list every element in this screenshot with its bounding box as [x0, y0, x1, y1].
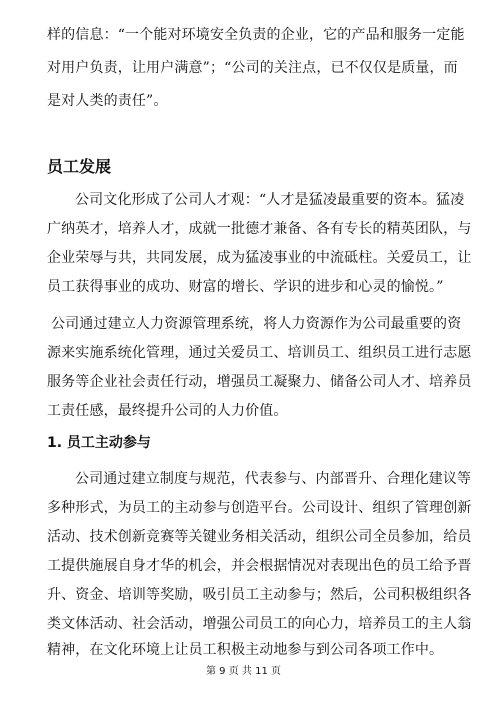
paragraph-line: 工责任感，最终提升公司的人力价值。	[47, 403, 288, 419]
paragraph-line: 多种形式，为员工的主动参与创造平台。公司设计、组织了管理创新	[47, 500, 472, 516]
paragraph-line: 升、资金、培训等奖励，吸引员工主动参与；然后，公司积极组织各	[47, 587, 472, 603]
paragraph-line: 类文体活动、社会活动，增强公司员工的向心力，培养员工的主人翁	[47, 616, 472, 632]
section-heading: 员工发展	[47, 157, 112, 176]
intro-line: 样的信息：“一个能对环境安全负责的企业，它的产品和服务一定能	[47, 27, 465, 43]
intro-line: 对用户负责，让用户满意”；“公司的关注点，已不仅仅是质量，而	[47, 60, 458, 76]
paragraph-line: 广纳英才，培养人才，成就一批德才兼备、各有专长的精英团队，与	[47, 221, 472, 237]
paragraph-line: 精神，在文化环境上让员工积极主动地参与到公司各项工作中。	[47, 642, 444, 658]
paragraph-line: 工提供施展自身才华的机会，并会根据情况对表现出色的员工给予晋	[47, 558, 472, 574]
paragraph-line: 公司文化形成了公司人才观：“人才是猛凌最重要的资本。猛凌	[75, 192, 465, 208]
paragraph-line: 员工获得事业的成功、财富的增长、学识的进步和心灵的愉悦。”	[47, 279, 444, 295]
paragraph-line: 公司通过建立制度与规范，代表参与、内部晋升、合理化建议等	[75, 471, 472, 487]
paragraph-line: 企业荣辱与共，共同发展，成为猛凌事业的中流砥柱。关爱员工，让	[47, 250, 472, 266]
paragraph-line: 公司通过建立人力资源管理系统，将人力资源作为公司最重要的资	[51, 316, 462, 332]
page-number-footer: 第 9 页 共 11 页	[206, 666, 281, 677]
intro-line: 是对人类的责任”。	[47, 93, 168, 109]
paragraph-line: 活动、技术创新竞赛等关键业务相关活动，组织公司全员参加，给员	[47, 529, 472, 545]
subsection-heading: 1. 员工主动参与	[47, 435, 151, 451]
paragraph-line: 源来实施系统化管理，通过关爱员工、培训员工、组织员工进行志愿	[47, 345, 472, 361]
paragraph-line: 服务等企业社会责任行动，增强员工凝聚力、储备公司人才、培养员	[47, 374, 472, 390]
